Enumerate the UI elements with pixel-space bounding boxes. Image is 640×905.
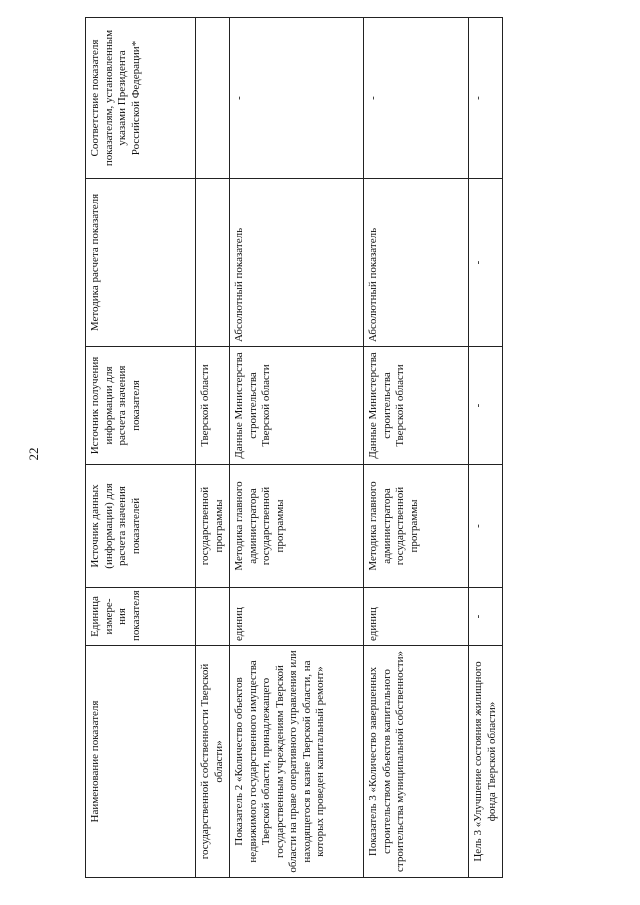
table-row <box>469 18 503 878</box>
indicators-table <box>85 17 503 878</box>
cell-data-source: - <box>469 465 503 588</box>
cell-decree-correspondence: - <box>469 18 503 179</box>
cell-calculation-method: Абсолютный показатель <box>364 179 469 347</box>
cell-indicator-name: Показатель 3 «Количество завершенных строительством объектов капитального строительства муниципальной собственности» <box>364 646 469 878</box>
table-header-row <box>86 18 196 878</box>
cell-info-source: - <box>469 347 503 465</box>
table-row <box>230 18 364 878</box>
cell-data-source: Методика главного администратора государственной программы <box>364 465 469 588</box>
cell-decree-correspondence <box>196 18 230 179</box>
header-data-source: Источник данных (информации) для расчета значения показателей <box>86 465 196 588</box>
cell-indicator-name: Показатель 2 «Количество объектов недвижимого государственного имущества Тверской области, принадлежащего государственным учреждениям Тверской области на праве оперативного управления или находящегося в казне Тверской области, на которых проведен капитальный ремонт» <box>230 646 364 878</box>
cell-info-source: Тверской области <box>196 347 230 465</box>
cell-decree-correspondence: - <box>230 18 364 179</box>
header-info-source: Источник получения информации для расчета значения показателя <box>86 347 196 465</box>
table-row <box>364 18 469 878</box>
header-unit: Единица измере-ния показателя <box>86 588 196 646</box>
cell-calculation-method <box>196 179 230 347</box>
cell-unit: единиц <box>364 588 469 646</box>
cell-calculation-method: Абсолютный показатель <box>230 179 364 347</box>
header-calculation-method: Методика расчета показателя <box>86 179 196 347</box>
cell-decree-correspondence: - <box>364 18 469 179</box>
cell-unit: единиц <box>230 588 364 646</box>
cell-unit: - <box>469 588 503 646</box>
cell-indicator-name: Цель 3 «Улучшение состояния жилищного фонда Тверской области» <box>469 646 503 878</box>
cell-info-source: Данные Министерства строительства Тверской области <box>364 347 469 465</box>
page-number: 22 <box>26 447 41 461</box>
cell-data-source: Методика главного администратора государственной программы <box>230 465 364 588</box>
cell-info-source: Данные Министерства строительства Тверской области <box>230 347 364 465</box>
cell-calculation-method: - <box>469 179 503 347</box>
table-row <box>196 18 230 878</box>
rotated-table-sheet <box>85 18 498 878</box>
cell-data-source: государственной программы <box>196 465 230 588</box>
header-decree-correspondence: Соответствие показателя показателям, установленным указами Президента Российской Федерации* <box>86 18 196 179</box>
cell-indicator-name: государственной собственности Тверской области» <box>196 646 230 878</box>
cell-unit <box>196 588 230 646</box>
header-indicator-name: Наименование показателя <box>86 646 196 878</box>
